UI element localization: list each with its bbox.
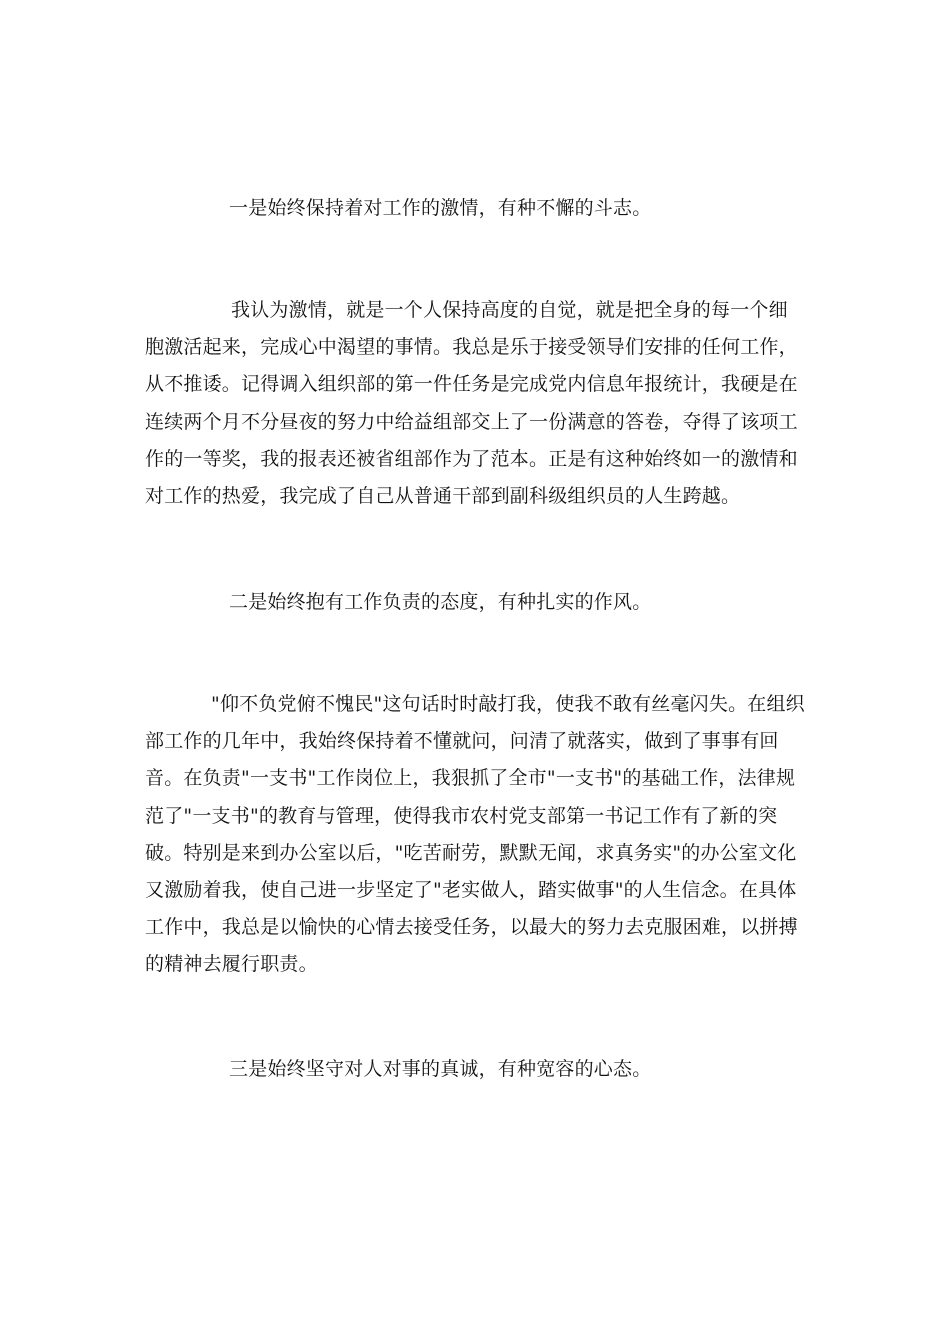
section-heading-1: 一是始终保持着对工作的激情，有种不懈的斗志。	[229, 197, 652, 219]
body-paragraph-2: "仰不负党俯不愧民"这句话时时敲打我，使我不敢有丝毫闪失。在组织部工作的几年中，我始终保持着不懂就问，问清了就落实，做到了事事有回音。在负责"一支书"工作岗位上，我狠抓了全市"一支书"的基础工作，法律规范了"一支书"的教育与管理，使得我市农村党支部第一书记工作有了新的突破。特别是来到办公室以后，"吃苦耐劳，默默无闻，求真务实"的办公室文化又激励着我，使自己进一步坚定了"老实做人，踏实做事"的人生信念。在具体工作中，我总是以愉快的心情去接受任务，以最大的努力去克服困难，以拼搏的精神去履行职责。	[145, 693, 805, 976]
section-heading-3: 三是始终坚守对人对事的真诚，有种宽容的心态。	[229, 1058, 652, 1080]
body-paragraph-1: 我认为激情，就是一个人保持高度的自觉，就是把全身的每一个细胞激活起来，完成心中渴望的事情。我总是乐于接受领导们安排的任何工作，从不推诿。记得调入组织部的第一件任务是完成党内信息年报统计，我硬是在连续两个月不分昼夜的努力中给益组部交上了一份满意的答卷，夺得了该项工作的一等奖，我的报表还被省组部作为了范本。正是有这种始终如一的激情和对工作的热爱，我完成了自己从普通干部到副科级组织员的人生跨越。	[145, 299, 798, 508]
section-heading-2: 二是始终抱有工作负责的态度，有种扎实的作风。	[229, 591, 652, 613]
